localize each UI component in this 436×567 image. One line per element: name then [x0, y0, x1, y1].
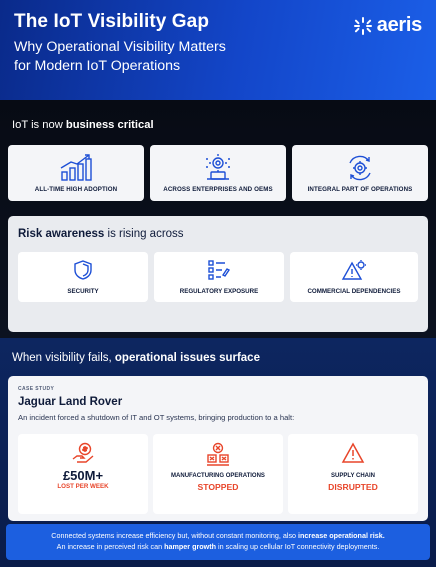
impact-manufacturing-label: MANUFACTURING OPERATIONS: [171, 473, 265, 479]
risk-card-security-label: SECURITY: [67, 288, 99, 295]
risk-title-bold: Risk awareness: [18, 228, 105, 240]
footer-note: [6, 524, 430, 560]
impact-card-supply: [288, 434, 418, 514]
risk-card-commercial-label: COMMERCIAL DEPENDENCIES: [307, 288, 401, 295]
section1-title-plain: IoT is now: [12, 119, 66, 131]
card-enterprises: [150, 145, 286, 201]
footer-line1-a: Connected systems increase efficiency but, without constant monitoring, also: [51, 531, 299, 540]
risk-title-plain: is rising across: [104, 228, 184, 240]
footer-line2-a: An increase in perceived risk can: [56, 542, 165, 551]
risk-card-regulatory: [154, 252, 284, 302]
money-hand-icon: [71, 442, 95, 464]
risk-title: [18, 228, 184, 240]
card-enterprises-label: ACROSS ENTERPRISES AND OEMS: [163, 186, 273, 193]
impact-loss-unit: LOST PER WEEK: [57, 483, 109, 490]
section1-title: [12, 119, 154, 131]
factory-stop-icon: [206, 442, 230, 468]
chip-network-icon: [203, 153, 233, 183]
case-study-name: Jaguar Land Rover: [18, 396, 123, 408]
checklist-icon: [207, 259, 231, 281]
impact-supply-status: DISRUPTED: [328, 482, 378, 492]
impact-card-loss: [18, 434, 148, 514]
card-operations-label: INTEGRAL PART OF OPERATIONS: [307, 186, 413, 193]
card-operations: [292, 145, 428, 201]
section1-title-bold: business critical: [65, 119, 154, 131]
footer-line1-b: increase operational risk.: [298, 531, 385, 540]
gear-cycle-icon: [345, 153, 375, 183]
section2-title-plain: When visibility fails,: [12, 352, 115, 364]
logo-text: aeris: [376, 14, 422, 36]
warning-gear-icon: [341, 259, 367, 281]
subtitle-line-1: Why Operational Visibility Matters: [14, 39, 226, 55]
page-title: The IoT Visibility Gap: [14, 11, 210, 32]
section2-title-bold: operational issues surface: [114, 352, 260, 364]
alert-triangle-icon: [341, 442, 365, 464]
section-business-critical: [0, 100, 436, 338]
case-study-panel: [8, 376, 428, 521]
subtitle-line-2: for Modern IoT Operations: [14, 58, 181, 74]
section-visibility-fails: [0, 338, 436, 567]
footer-line2-b: hamper growth: [164, 542, 217, 551]
case-study-description: An incident forced a shutdown of IT and OT systems, bringing production to a halt:: [18, 413, 295, 422]
risk-card-security: [18, 252, 148, 302]
risk-card-regulatory-label: REGULATORY EXPOSURE: [179, 288, 259, 295]
aeris-logo: [353, 14, 422, 37]
risk-card-commercial: [290, 252, 418, 302]
footer-line2-c: in scaling up cellular IoT connectivity deployments.: [216, 542, 380, 551]
case-study-tag: CASE STUDY: [18, 386, 55, 392]
bar-chart-growth-icon: [59, 153, 93, 183]
impact-loss-value: £50M+: [62, 468, 104, 483]
header-banner: [0, 0, 436, 100]
risk-awareness-panel: [8, 216, 428, 332]
card-adoption-label: ALL-TIME HIGH ADOPTION: [34, 186, 118, 193]
impact-manufacturing-status: STOPPED: [197, 482, 239, 492]
page-subtitle: [14, 38, 424, 76]
shield-icon: [72, 259, 94, 281]
impact-supply-label: SUPPLY CHAIN: [330, 473, 375, 479]
impact-card-manufacturing: [153, 434, 283, 514]
aeris-logo-icon: [353, 16, 373, 36]
section2-title: [12, 352, 260, 364]
card-adoption: [8, 145, 144, 201]
